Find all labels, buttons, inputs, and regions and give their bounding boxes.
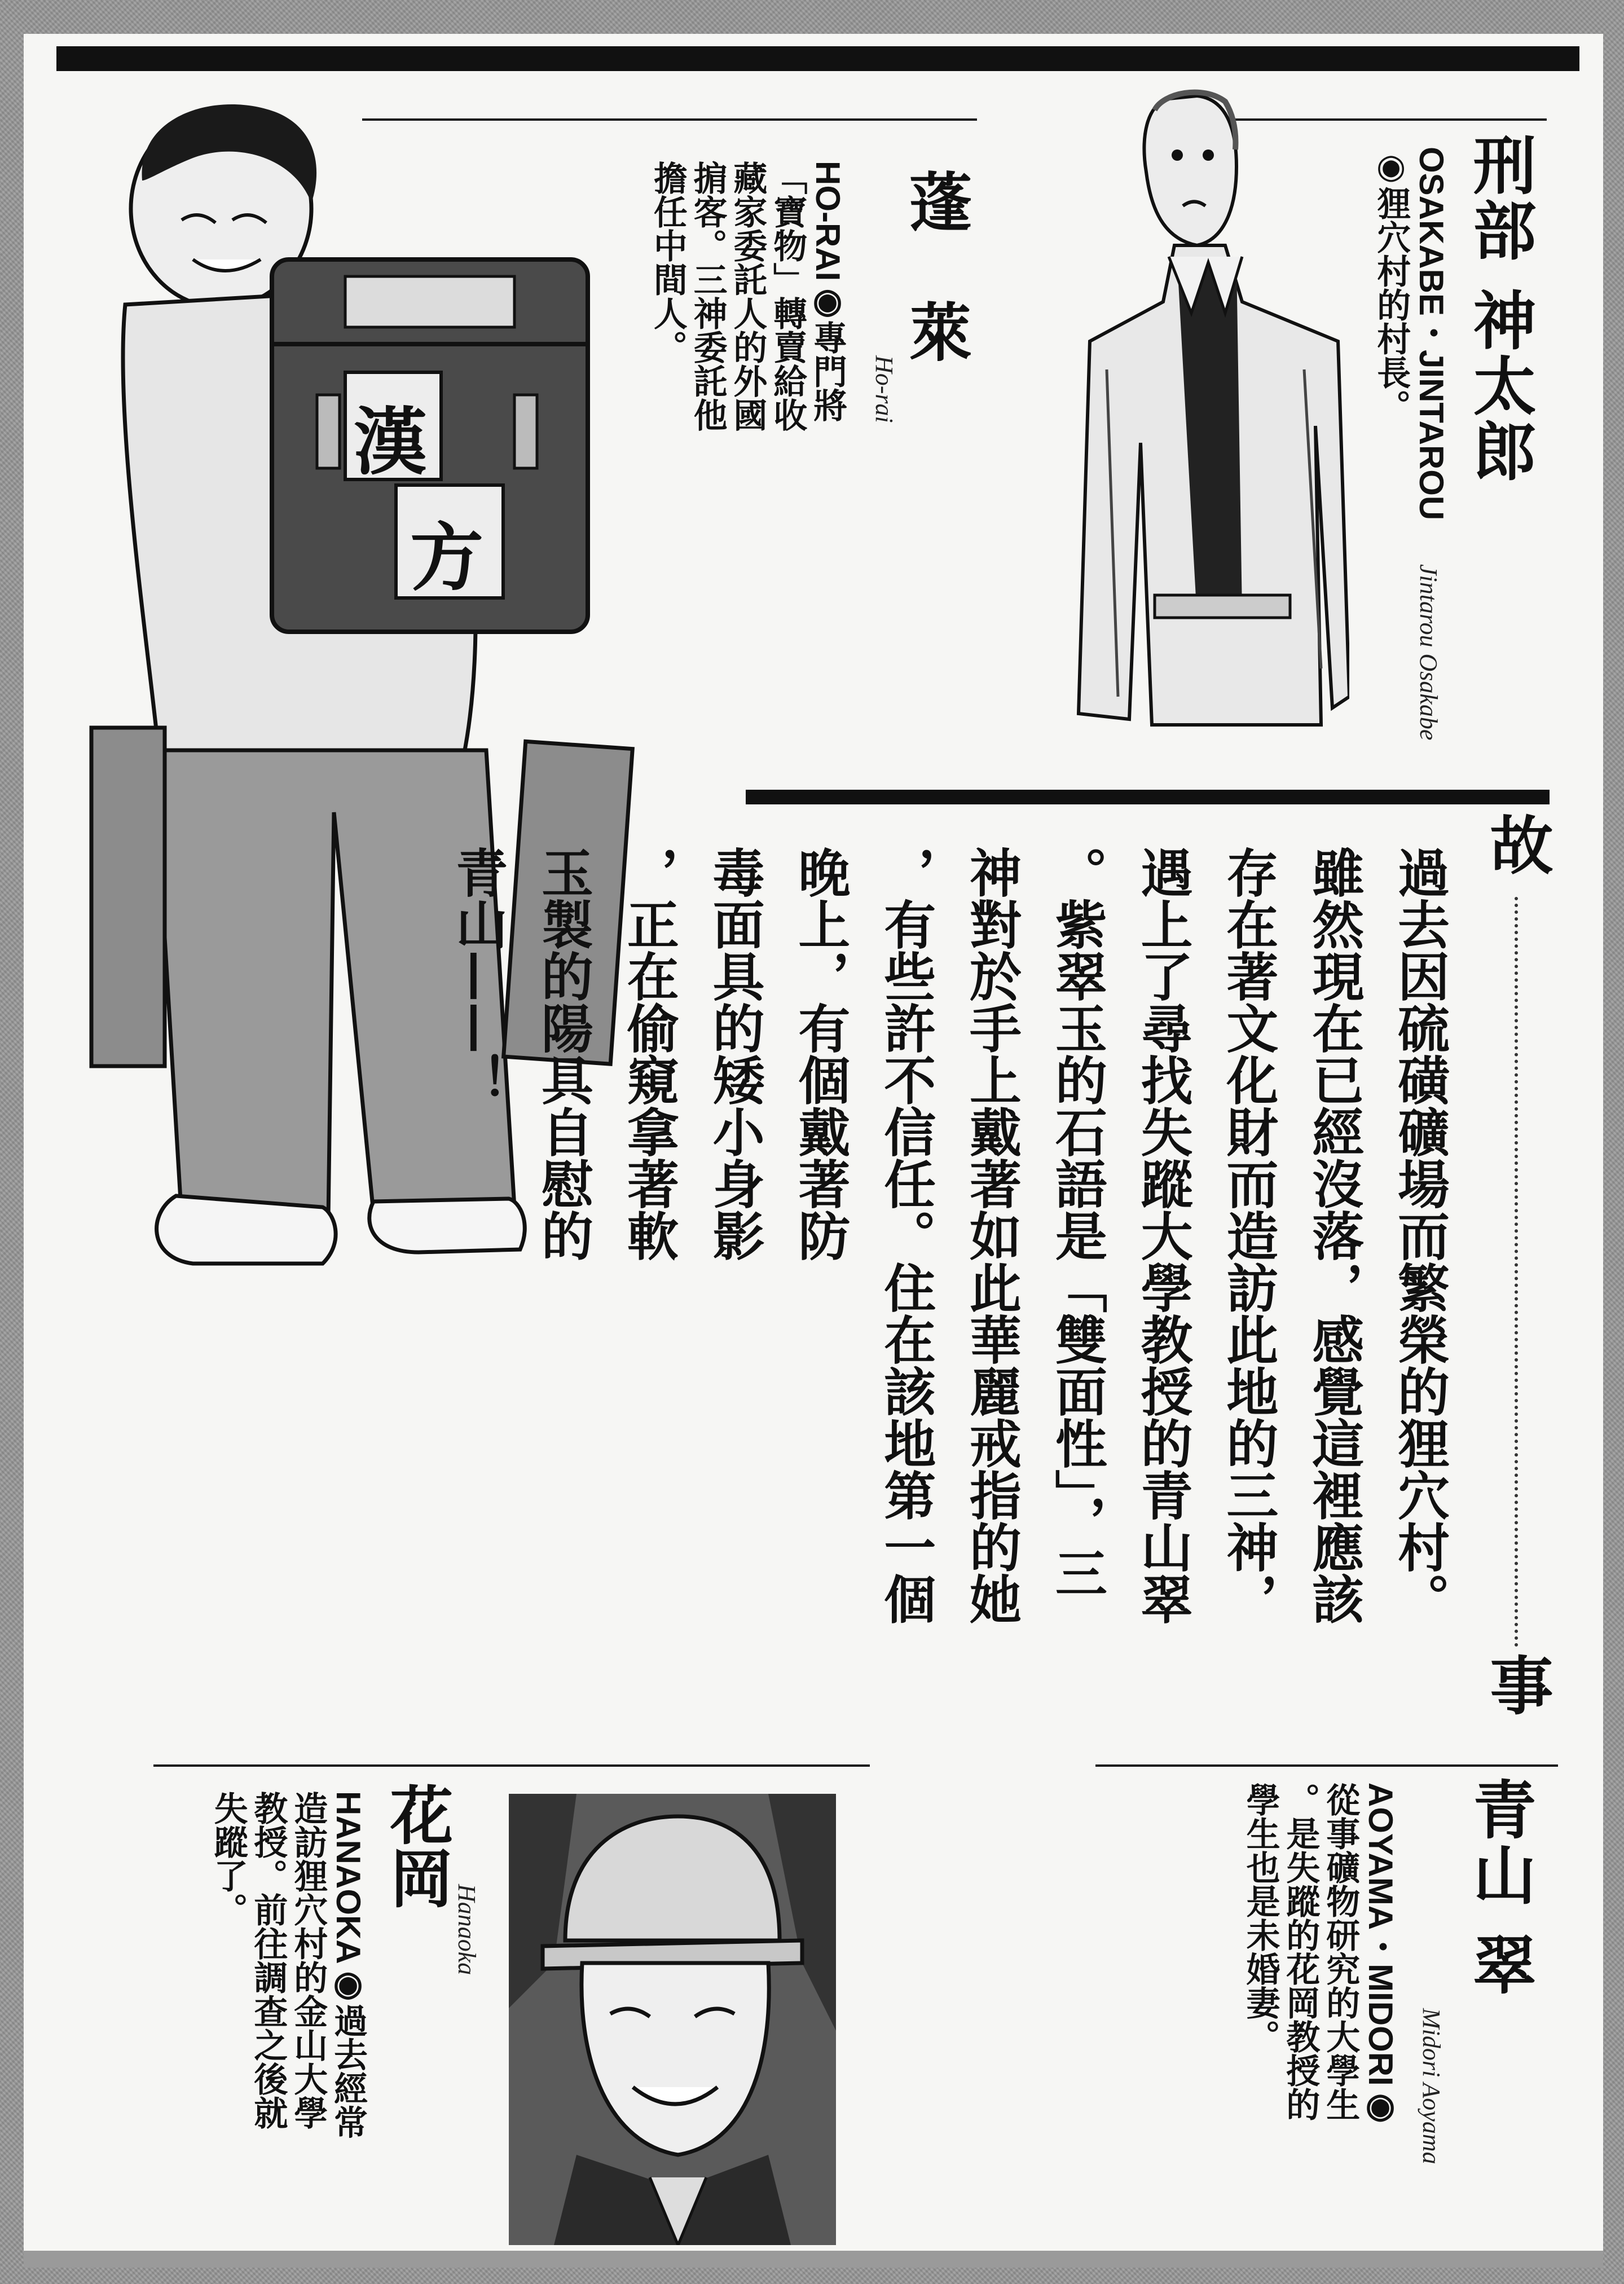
osakabe-portrait-illustration [1056,76,1349,770]
aoyama-desc-line-1: AOYAMA・MIDORI◉ [1362,1783,1399,2125]
bottom-edge-shade [24,2251,1603,2268]
horai-desc-line-1: HO-RAI◉專門將 [809,161,847,423]
story-header-bar [746,790,1550,804]
story-line-12: 青山——！ [447,846,509,1106]
horai-name: 蓬 萊 [899,169,972,385]
aoyama-desc-line-4: 學生也是未婚妻。 [1240,1783,1280,2053]
osakabe-name: 刑部 神太郎 [1463,133,1537,484]
story-line-4: 遇上了尋找失蹤大學教授的青山翠 [1132,846,1194,1625]
story-heading-top: 故 [1480,812,1553,875]
backpack-label-kan: 漢 [354,399,428,485]
story-line-10: ，正在偷窺拿著軟 [618,846,680,1261]
hanaoka-name: 花岡 [380,1783,454,1909]
hanaoka-divider [153,1764,870,1767]
story-line-1: 過去因硫磺礦場而繁榮的狸穴村。 [1389,846,1450,1625]
aoyama-desc-line-3: 。是失蹤的花岡教授的 [1280,1783,1321,2121]
hanaoka-description [153,1791,368,2242]
horai-description [622,161,847,556]
osakabe-desc-line-2: ◉狸穴村的村長。 [1371,147,1411,423]
hanaoka-desc-line-4: 失蹤了。 [208,1791,248,1926]
story-line-2: 雖然現在已經沒落，感覺這裡應該 [1304,846,1365,1625]
story-heading-dotted-line [1515,897,1518,1647]
story-line-8: 晚上，有個戴著防 [790,846,851,1261]
aoyama-desc-line-2: 從事礦物研究的大學生 [1321,1783,1361,2121]
hanaoka-desc-line-1: HANAOKA◉過去經常 [329,1791,367,2139]
story-line-9: 毒面具的矮小身影 [704,846,765,1261]
story-line-11: 玉製的陽具自慰的 [533,846,595,1261]
horai-desc-line-4: 掮客。三神委託他 [688,161,728,432]
horai-desc-line-2: 「寶物」轉賣給收 [768,161,808,432]
osakabe-desc-line-1: OSAKABE・JINTAROU [1412,147,1450,521]
top-header-bar [56,46,1579,71]
story-line-3: 存在著文化財而造訪此地的三神， [1218,846,1279,1625]
aoyama-roman-name: Midori Aoyama [1418,2008,1445,2164]
story-text [306,846,1462,1760]
story-line-5: 。紫翠玉的石語是「雙面性」，三 [1046,846,1108,1599]
hanaoka-desc-line-2: 造訪狸穴村的金山大學 [288,1791,328,2129]
aoyama-divider [1095,1764,1558,1767]
story-line-6: 神對於手上戴著如此華麗戒指的她 [961,846,1023,1625]
story-heading-bottom: 事 [1480,1653,1553,1716]
horai-desc-line-3: 藏家委託人的外國 [728,161,768,432]
aoyama-description [1084,1783,1400,2251]
hanaoka-desc-line-3: 教授。前往調查之後就 [248,1791,288,2129]
manga-page [24,34,1603,2268]
aoyama-name: 青山 翠 [1463,1777,1537,1997]
backpack-label-pou: 方 [410,514,484,601]
horai-desc-line-5: 擔任中間人。 [648,161,688,364]
hanaoka-roman-name: Hanaoka [453,1884,481,1975]
story-line-7: ，有些許不信任。住在該地第一個 [875,846,937,1625]
osakabe-roman-name: Jintarou Osakabe [1415,564,1442,741]
horai-roman-name: Ho-rai [870,355,898,423]
hanaoka-portrait-illustration [509,1794,836,2245]
